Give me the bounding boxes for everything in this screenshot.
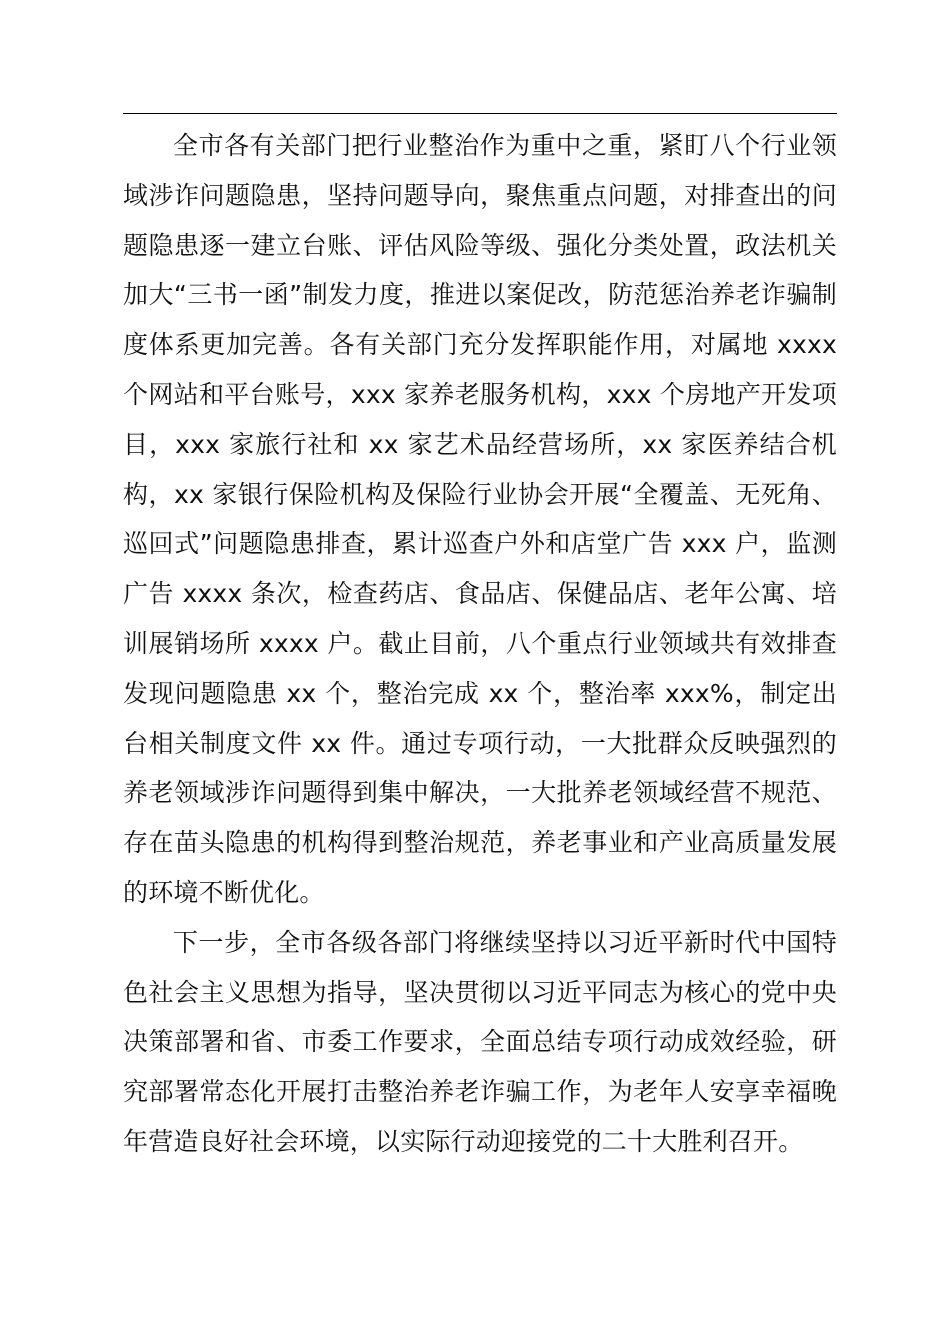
paragraph-rectification-results: 全市各有关部门把行业整治作为重中之重，紧盯八个行业领域涉诈问题隐患，坚持问题导向，聚焦重点问题，对排查出的问题隐患逐一建立台账、评估风险等级、强化分类处置，政法机关加大“三书一函”制发力度，推进以案促改，防范惩治养老诈骗制度体系更加完善。各有关部门充分发挥职能作用，对属地 xxxx 个网站和平台账号，xxx 家养老服务机构，xxx 个房地产开发项目，xxx 家旅行社和 xx 家艺术品经营场所，xx 家医养结合机构，xx 家银行保险机构及保险行业协会开展“全覆盖、无死角、巡回式”问题隐患排查，累计巡查户外和店堂广告 xxx 户，监测广告 xxxx 条次，检查药店、食品店、保健品店、老年公寓、培训展销场所 xxxx 户。截止目前，八个重点行业领域共有效排查发现问题隐患 xx 个，整治完成 xx 个，整治率 xxx%，制定出台相关制度文件 xx 件。通过专项行动，一大批群众反映强烈的养老领域涉诈问题得到集中解决，一大批养老领域经营不规范、存在苗头隐患的机构得到整治规范，养老事业和产业高质量发展的环境不断优化。	[123, 131, 837, 907]
header-divider	[123, 113, 837, 114]
paragraph-next-steps: 下一步，全市各级各部门将继续坚持以习近平新时代中国特色社会主义思想为指导，坚决贯彻以习近平同志为核心的党中央决策部署和省、市委工作要求，全面总结专项行动成效经验，研究部署常态化开展打击整治养老诈骗工作，为老年人安享幸福晚年营造良好社会环境，以实际行动迎接党的二十大胜利召开。	[123, 927, 837, 1156]
document-body	[123, 121, 837, 1167]
